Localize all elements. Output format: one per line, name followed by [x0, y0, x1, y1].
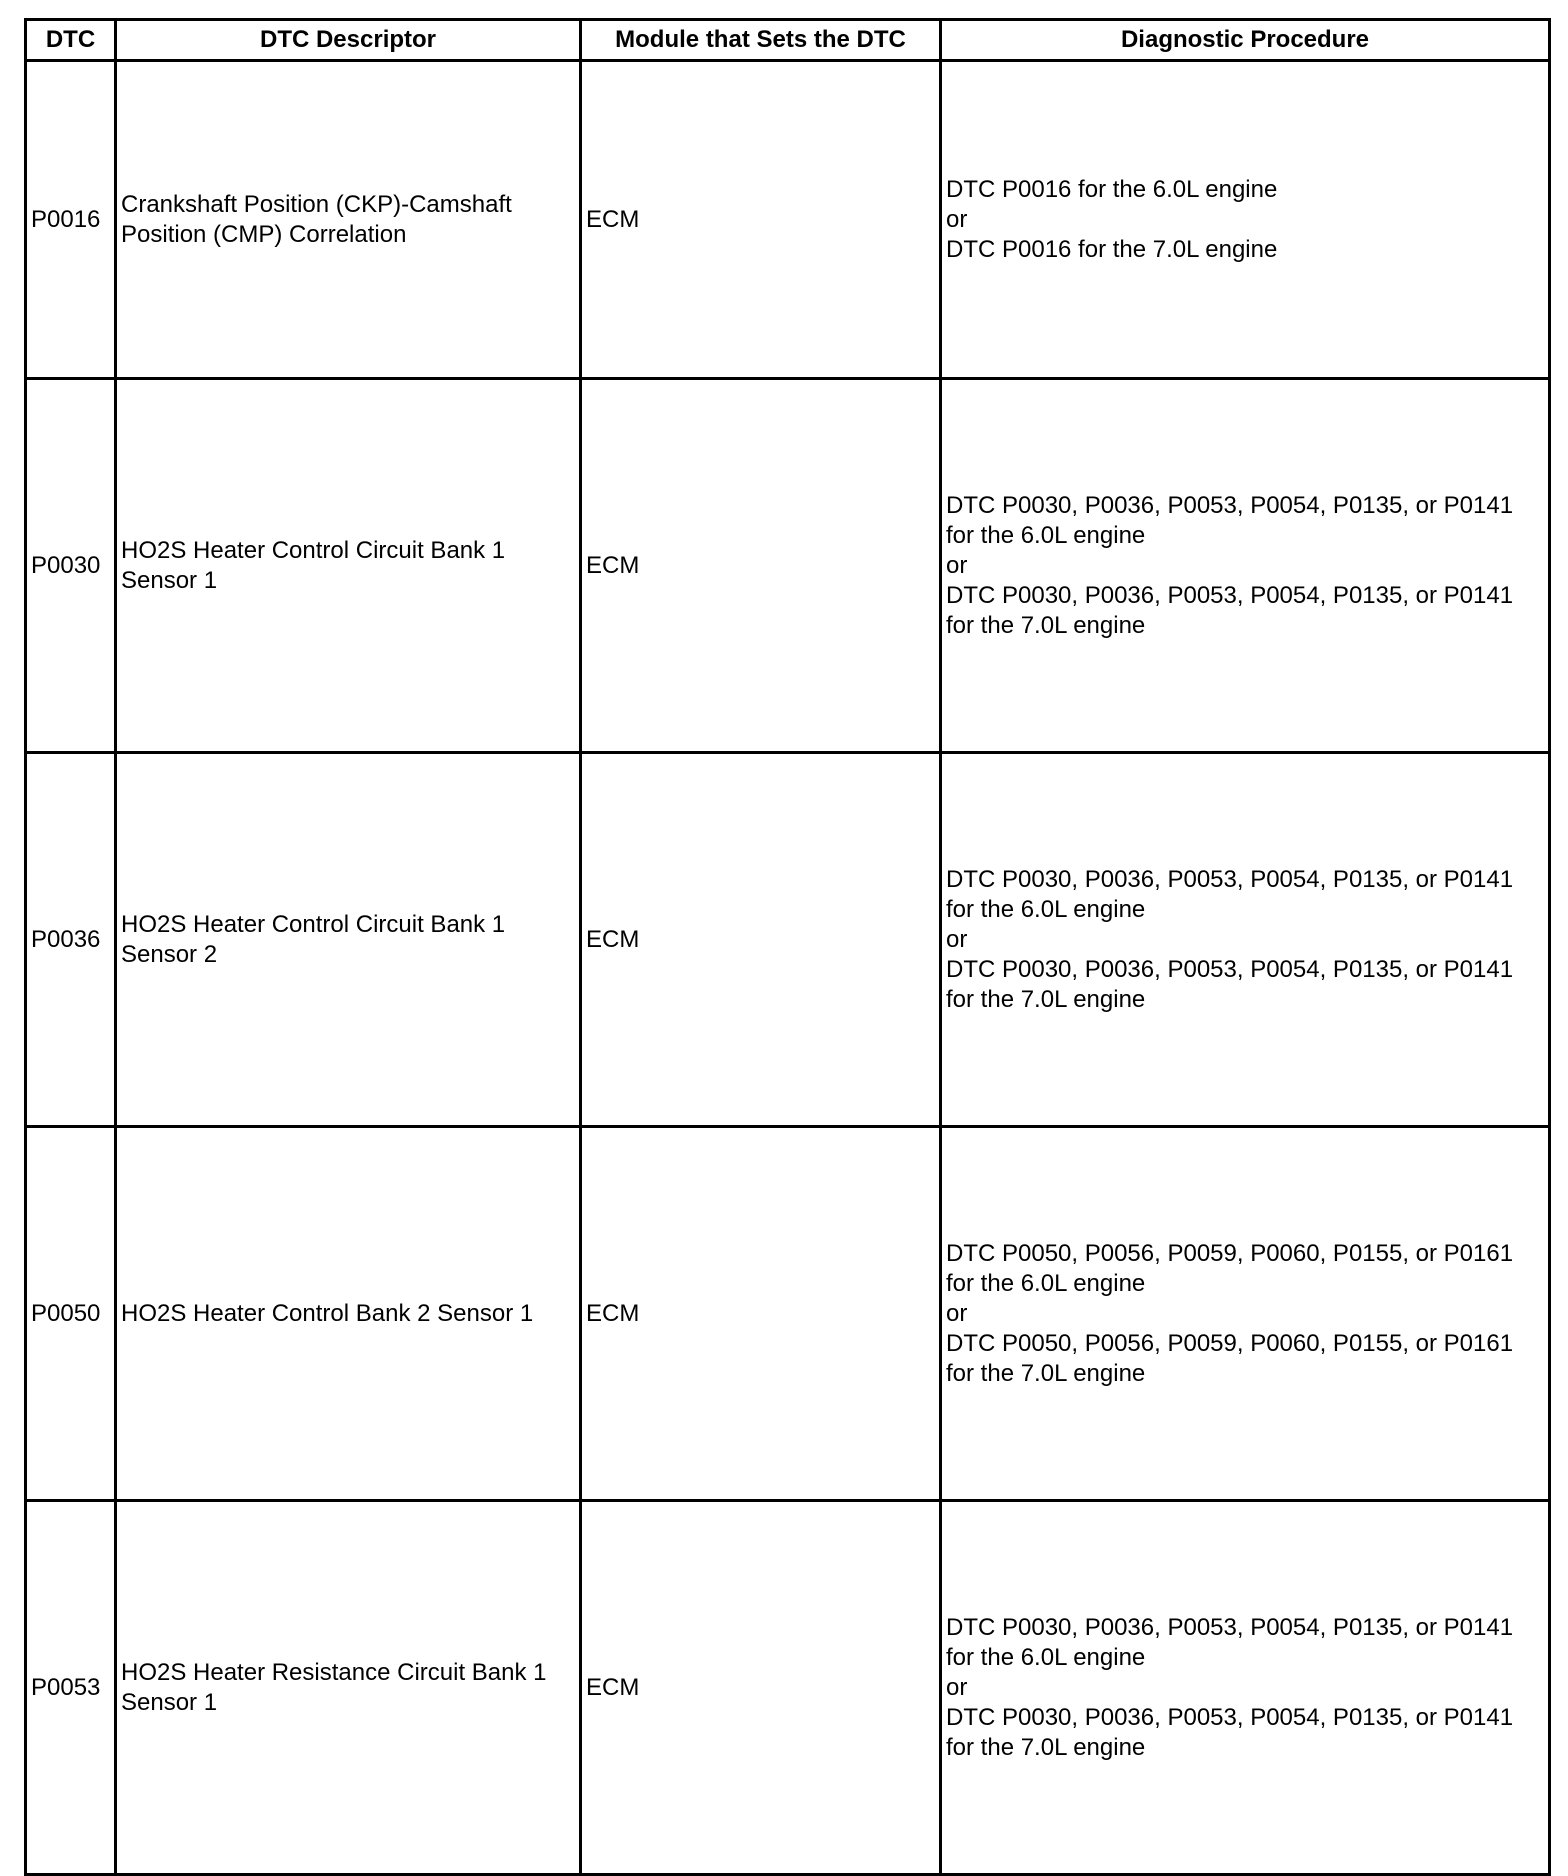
- table-row: [26, 61, 1550, 379]
- header-diagnostic-procedure: Diagnostic Procedure: [941, 20, 1550, 61]
- table-row: [26, 1501, 1550, 1875]
- dtc-descriptor: HO2S Heater Control Bank 2 Sensor 1: [116, 1127, 581, 1501]
- dtc-code: P0016: [26, 61, 116, 379]
- dtc-code: P0050: [26, 1127, 116, 1501]
- header-module: Module that Sets the DTC: [581, 20, 941, 61]
- procedure-or: or: [946, 551, 968, 579]
- procedure-link-6-0l[interactable]: DTC P0030, P0036, P0053, P0054, P0135, or P0141 for the 6.0L engine: [946, 1613, 1514, 1671]
- module-name: ECM: [581, 1501, 941, 1875]
- procedure-link-7-0l[interactable]: DTC P0030, P0036, P0053, P0054, P0135, or P0141 for the 7.0L engine: [946, 955, 1514, 1013]
- header-dtc: DTC: [26, 20, 116, 61]
- procedure-link-7-0l[interactable]: DTC P0030, P0036, P0053, P0054, P0135, or P0141 for the 7.0L engine: [946, 1703, 1514, 1761]
- table-row: [26, 753, 1550, 1127]
- dtc-descriptor: HO2S Heater Resistance Circuit Bank 1 Sensor 1: [116, 1501, 581, 1875]
- procedure-link-6-0l[interactable]: DTC P0016 for the 6.0L engine: [946, 175, 1278, 203]
- procedure-link-7-0l[interactable]: DTC P0050, P0056, P0059, P0060, P0155, or P0161 for the 7.0L engine: [946, 1329, 1514, 1387]
- module-name: ECM: [581, 1127, 941, 1501]
- module-name: ECM: [581, 753, 941, 1127]
- procedure-or: or: [946, 1299, 968, 1327]
- diagnostic-procedure: [941, 1501, 1550, 1875]
- procedure-or: or: [946, 205, 968, 233]
- dtc-table: [24, 18, 1551, 1876]
- diagnostic-procedure: [941, 61, 1550, 379]
- procedure-or: or: [946, 925, 968, 953]
- dtc-code: P0053: [26, 1501, 116, 1875]
- header-dtc-descriptor: DTC Descriptor: [116, 20, 581, 61]
- procedure-link-6-0l[interactable]: DTC P0030, P0036, P0053, P0054, P0135, or P0141 for the 6.0L engine: [946, 865, 1514, 923]
- table-row: [26, 1127, 1550, 1501]
- dtc-descriptor: HO2S Heater Control Circuit Bank 1 Sensor 1: [116, 379, 581, 753]
- procedure-link-6-0l[interactable]: DTC P0030, P0036, P0053, P0054, P0135, or P0141 for the 6.0L engine: [946, 491, 1514, 549]
- table-header-row: [26, 20, 1550, 61]
- table-row: [26, 379, 1550, 753]
- diagnostic-procedure: [941, 753, 1550, 1127]
- module-name: ECM: [581, 379, 941, 753]
- diagnostic-procedure: [941, 379, 1550, 753]
- dtc-code: P0030: [26, 379, 116, 753]
- procedure-link-7-0l[interactable]: DTC P0016 for the 7.0L engine: [946, 235, 1278, 263]
- dtc-descriptor: HO2S Heater Control Circuit Bank 1 Sensor 2: [116, 753, 581, 1127]
- procedure-link-7-0l[interactable]: DTC P0030, P0036, P0053, P0054, P0135, or P0141 for the 7.0L engine: [946, 581, 1514, 639]
- dtc-descriptor: Crankshaft Position (CKP)-Camshaft Position (CMP) Correlation: [116, 61, 581, 379]
- procedure-link-6-0l[interactable]: DTC P0050, P0056, P0059, P0060, P0155, or P0161 for the 6.0L engine: [946, 1239, 1514, 1297]
- module-name: ECM: [581, 61, 941, 379]
- dtc-code: P0036: [26, 753, 116, 1127]
- procedure-or: or: [946, 1673, 968, 1701]
- diagnostic-procedure: [941, 1127, 1550, 1501]
